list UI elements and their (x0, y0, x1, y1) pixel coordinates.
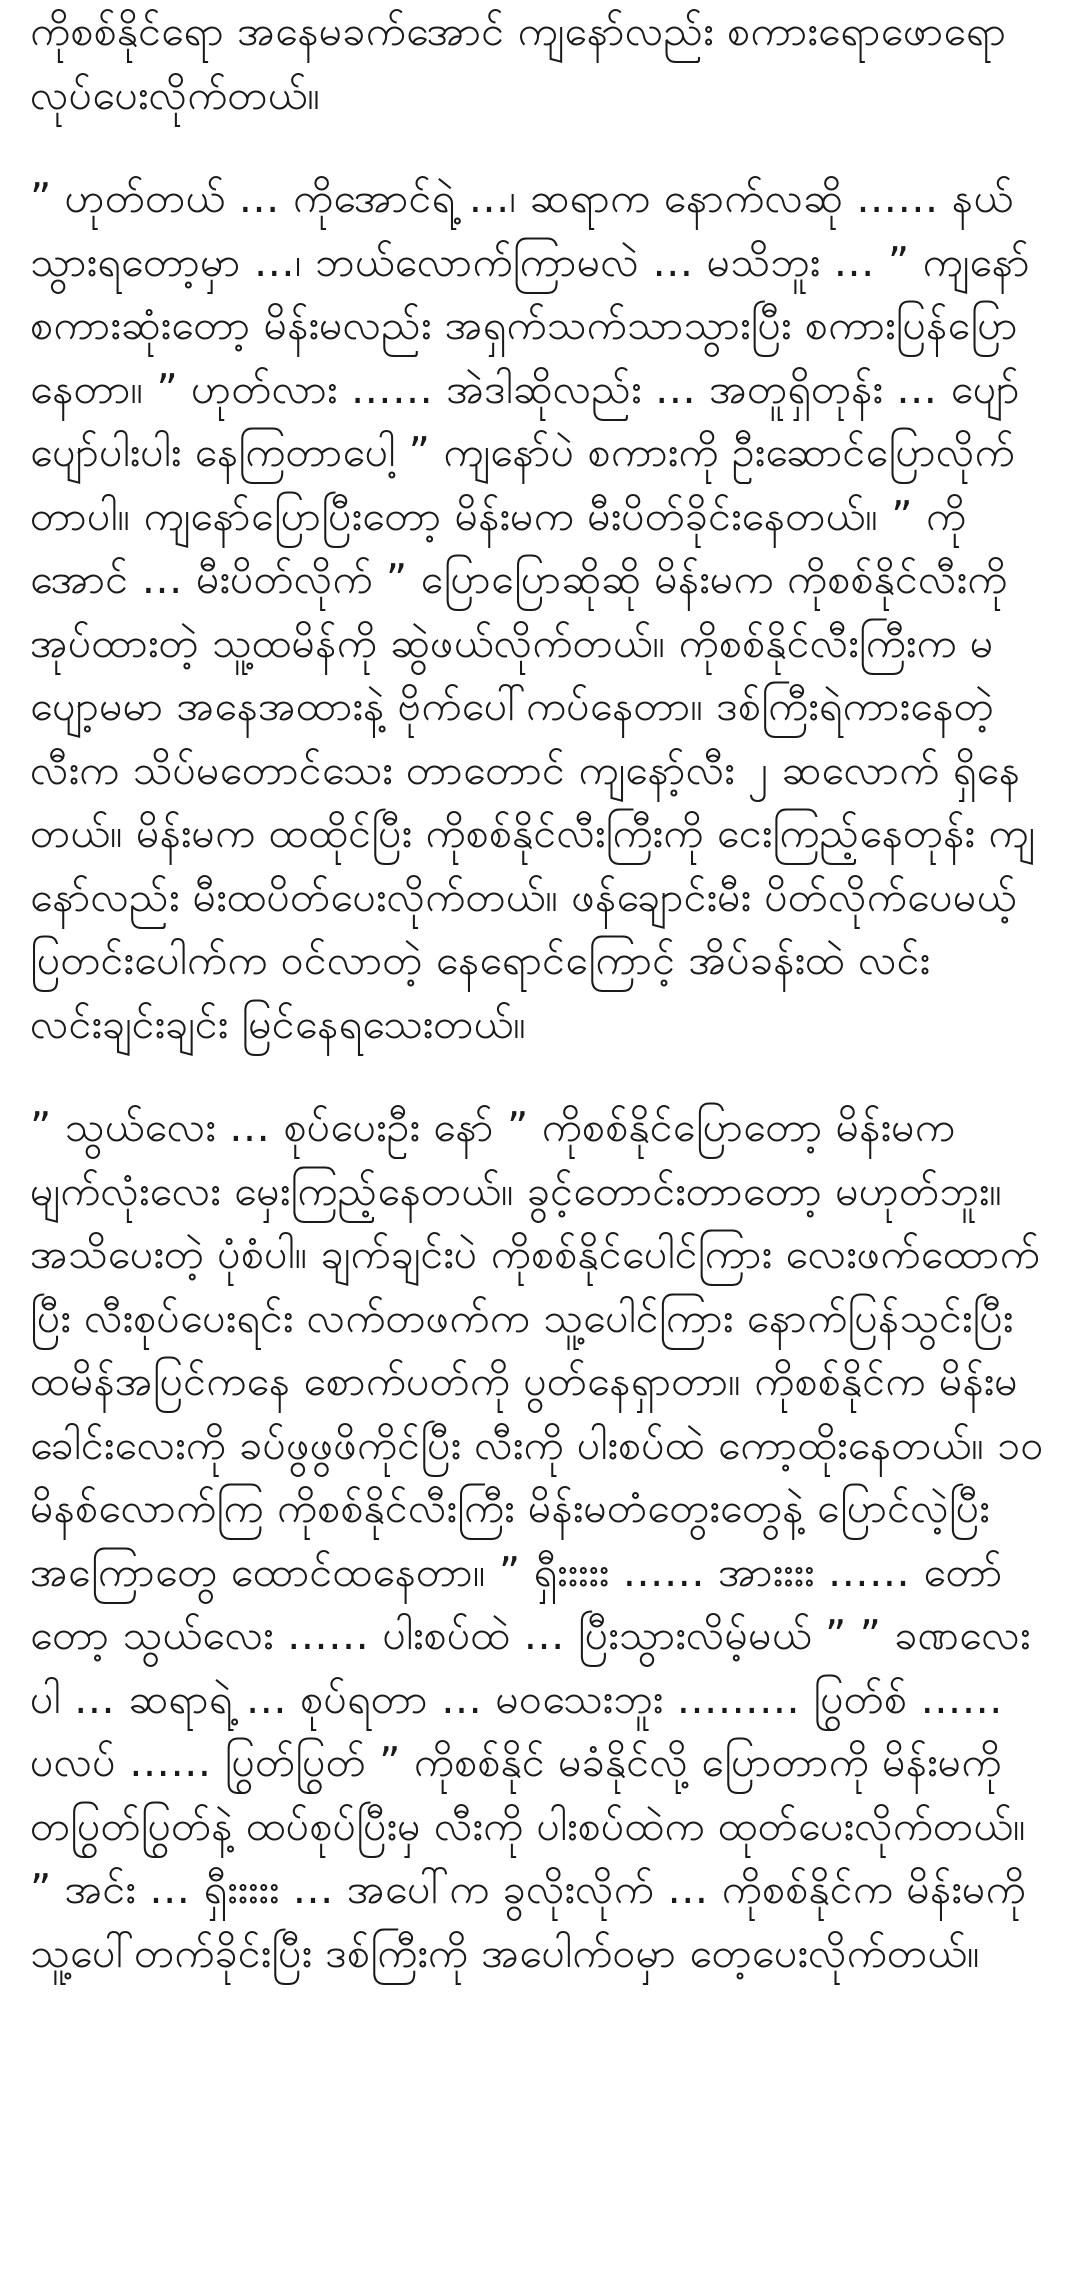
story-paragraph: ကိုစစ်နိုင်ရော အနေမခက်အောင် ကျနော်လည်း စကားရောဖောရော လုပ်ပေးလိုက်တယ်။ (30, 7, 1007, 119)
paragraph-divider (30, 127, 1054, 167)
story-paragraph: ” သွယ်လေး … စုပ်ပေးဦး နော် ” ကိုစစ်နိုင်ပြောတော့ မိန်းမက မျက်လုံးလေး မှေးကြည့်နေတယ်။ ခွင့်တောင်းတာတော့ မဟုတ်ဘူး။ အသိပေးတဲ့ ပုံစံပါ။ ချက်ချင်းပဲ ကိုစစ်နိုင်ပေါင်ကြား လေးဖက်ထောက်ပြီး လီးစုပ်ပေးရင်း လက်တဖက်က သူ့ပေါင်ကြား နောက်ပြန်သွင်းပြီး ထမိန်အပြင်ကနေ စောက်ပတ်ကို ပွတ်နေရှာတာ။ ကိုစစ်နိုင်က မိန်းမခေါင်းလေးကို ခပ်ဖွဖွဖိကိုင်ပြီး လီးကို ပါးစပ်ထဲ ကော့ထိုးနေတယ်။ ၁၀ မိနစ်လောက်ကြ ကိုစစ်နိုင်လီးကြီး မိန်းမတံတွေးတွေနဲ့ ပြောင်လဲ့ပြီး အကြောတွေ ထောင်ထနေတာ။ ” ရှီးးးးး …… အားးးး …… တော်တော့ သွယ်လေး …… ပါးစပ်ထဲ … ပြီးသွားလိမ့်မယ် ” ” ခဏလေးပါ … ဆရာရဲ့ … စုပ်ရတာ … မဝသေးဘူး ……… ပြွတ်စ် …… ပလပ် …… ပြွတ်ပြွတ် ” ကိုစစ်နိုင် မခံနိုင်လို့ ပြောတာကို မိန်းမကို တပြွတ်ပြွတ်နဲ့ ထပ်စုပ်ပြီးမှ လီးကို ပါးစပ်ထဲက ထုတ်ပေးလိုက်တယ်။ ” အင်း … ရှီးးးးး … အပေါ်က ခွလိုးလိုက် … ကိုစစ်နိုင်က မိန်းမကို သူ့ပေါ်တက်ခိုင်းပြီး ဒစ်ကြီးကို အပေါက်ဝမှာ တေ့ပေးလိုက်တယ်။ (30, 1103, 1044, 1977)
paragraph-divider (30, 1056, 1054, 1096)
story-paragraph: ” ဟုတ်တယ် … ကိုအောင်ရဲ့ …၊ ဆရာက နောက်လဆို …… နယ်သွားရတော့မှာ …၊ ဘယ်လောက်ကြာမလဲ … မသိဘူး … ” ကျနော် စကားဆုံးတော့ မိန်းမလည်း အရှက်သက်သာသွားပြီး စကားပြန်ပြောနေတာ။ ” ဟုတ်လား …… အဲဒါဆိုလည်း … အတူရှိတုန်း … ပျော်ပျော်ပါးပါး နေကြတာပေါ့ ” ကျနော်ပဲ စကားကို ဦးဆောင်ပြောလိုက်တာပါ။ ကျနော်ပြောပြီးတော့ မိန်းမက မီးပိတ်ခိုင်းနေတယ်။ ” ကိုအောင် … မီးပိတ်လိုက် ” ပြောပြောဆိုဆို မိန်းမက ကိုစစ်နိုင်လီးကို အုပ်ထားတဲ့ သူ့ထမိန်ကို ဆွဲဖယ်လိုက်တယ်။ ကိုစစ်နိုင်လီးကြီးက မပျော့မမာ အနေအထားနဲ့ ဗိုက်ပေါ်ကပ်နေတာ။ ဒစ်ကြီးရဲကားနေတဲ့ လီးက သိပ်မတောင်သေး တာတောင် ကျနော့်လီး ၂ ဆလောက် ရှိနေတယ်။ မိန်းမက ထထိုင်ပြီး ကိုစစ်နိုင်လီးကြီးကို ငေးကြည့်နေတုန်း ကျနော်လည်း မီးထပိတ်ပေးလိုက်တယ်။ ဖန်ချောင်းမီး ပိတ်လိုက်ပေမယ့် ပြတင်းပေါက်က ဝင်လာတဲ့ နေရောင်ကြောင့် အိပ်ခန်းထဲ လင်းလင်းချင်းချင်း မြင်နေရသေးတယ်။ (30, 174, 1036, 1048)
